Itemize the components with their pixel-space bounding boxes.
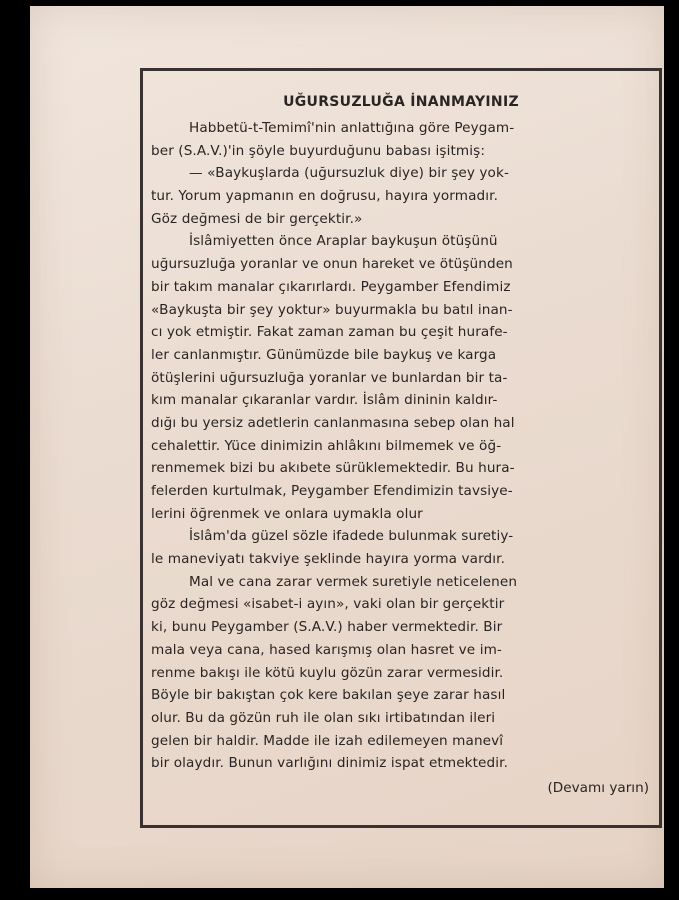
paragraph-3 (151, 525, 651, 570)
paragraph-4 (151, 571, 651, 775)
text-line: renmemek bizi bu akıbete sürüklemektedir. Bu hura- (151, 460, 515, 477)
text-line: felerden kurtulmak, Peygamber Efendimizin tavsiye- (151, 483, 513, 499)
text-line: kım manalar çıkaranlar vardır. İslâm dininin kaldır- (151, 392, 498, 409)
text-line: olur. Bu da gözün ruh ile olan sıkı irtibatından ileri (151, 709, 496, 726)
text-line: dığı bu yersiz adetlerin canlanmasına sebep olan hal (151, 414, 515, 431)
text-line: İslâm'da güzel sözle ifadede bulunmak suretiy- (189, 528, 514, 545)
text-line: göz değmesi «isabet-i ayın», vaki olan bir gerçektir (151, 596, 505, 613)
paragraph-1 (151, 117, 651, 230)
text-line: Böyle bir bakıştan çok kere bakılan şeye zarar hasıl (151, 687, 506, 704)
text-line: gelen bir haldir. Madde ile izah edilemeyen manevî (151, 732, 504, 749)
text-line: bir takım manalar çıkarırlardı. Peygamber Efendimiz (151, 278, 511, 295)
article-title: UĞURSUZLUĞA İNANMAYINIZ (283, 94, 519, 110)
text-line: ki, bunu Peygamber (S.A.V.) haber vermektedir. Bir (151, 619, 503, 636)
article-frame (140, 68, 662, 828)
text-line: bir olaydır. Bunun varlığını dinimiz ispat etmektedir. (151, 755, 508, 772)
text-line: Mal ve cana zarar vermek suretiyle neticelenen (189, 573, 518, 590)
text-line: lerini öğrenmek ve onlara uymakla olur (151, 505, 423, 522)
text-line: Göz değmesi de bir gerçektir.» (151, 210, 363, 227)
text-line: uğursuzluğa yoranlar ve onun hareket ve ötüşünden (151, 256, 513, 273)
text-line: İslâmiyetten önce Araplar baykuşun ötüşünü (189, 233, 498, 250)
text-line: ler canlanmıştır. Günümüzde bile baykuş ve karga (151, 346, 497, 363)
text-line: — «Baykuşlarda (uğursuzluk diye) bir şey yok- (189, 165, 509, 182)
text-line: «Baykuşta bir şey yoktur» buyurmakla bu batıl inan- (151, 301, 513, 318)
text-line: le maneviyatı takviye şeklinde hayıra yorma vardır. (151, 551, 506, 568)
text-line: ötüşlerini uğursuzluğa yoranlar ve bunlardan bir ta- (151, 369, 508, 386)
text-line: mala veya cana, hased karışmış olan hasret ve im- (151, 641, 502, 658)
text-line: ber (S.A.V.)'in şöyle buyurduğunu babası işitmiş: (151, 142, 486, 159)
text-line: renme bakışı ile kötü kuylu gözün zarar vermesidir. (151, 664, 504, 681)
continued-note: (Devamı yarın) (547, 779, 649, 796)
newspaper-clipping (30, 6, 664, 888)
text-line: Habbetü-t-Temimî'nin anlattığına göre Peygam- (189, 120, 515, 136)
text-line: cı yok etmiştir. Fakat zaman zaman bu çeşit hurafe- (151, 324, 508, 341)
text-line: tur. Yorum yapmanın en doğrusu, hayıra yormadır. (151, 188, 498, 205)
paragraph-2 (151, 230, 651, 525)
text-line: cehalettir. Yüce dinimizin ahlâkını bilmemek ve öğ- (151, 437, 502, 454)
article-body (151, 91, 651, 800)
